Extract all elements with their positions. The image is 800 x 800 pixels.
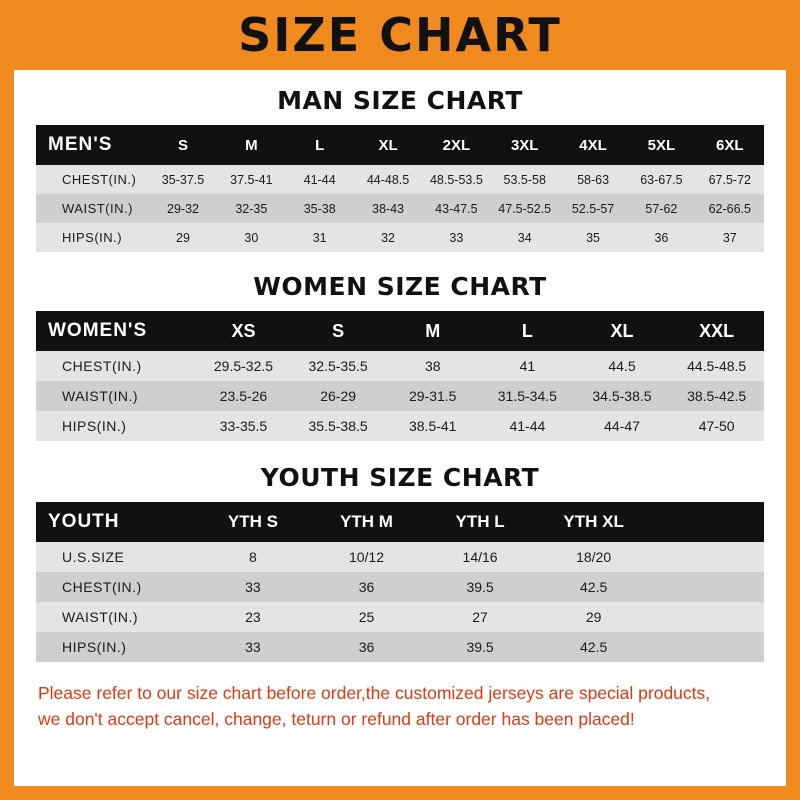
men-table-body [36, 165, 764, 252]
footer-note [14, 680, 786, 733]
youth-row-0-cell-3: 18/20 [537, 542, 651, 572]
men-row-2-cell-8: 37 [696, 223, 764, 252]
youth-row-0-cell-1: 10/12 [310, 542, 424, 572]
table-row [36, 381, 764, 411]
women-row-0-label: CHEST(IN.) [36, 351, 196, 381]
men-row-1-cell-7: 57-62 [627, 194, 695, 223]
men-col-2: L [286, 125, 354, 165]
youth-row-2-cell-0: 23 [196, 602, 310, 632]
youth-row-3-cell-4 [650, 632, 764, 662]
table-row [36, 602, 764, 632]
men-row-0-cell-7: 63-67.5 [627, 165, 695, 194]
men-row-0-cell-6: 58-63 [559, 165, 627, 194]
youth-row-1-label: CHEST(IN.) [36, 572, 196, 602]
men-row-0-label: CHEST(IN.) [36, 165, 149, 194]
youth-table-head [36, 502, 764, 542]
men-row-2-cell-3: 32 [354, 223, 422, 252]
youth-header-label: YOUTH [36, 502, 196, 542]
women-col-5: XXL [669, 311, 764, 351]
table-row [36, 194, 764, 223]
youth-row-0-cell-2: 14/16 [423, 542, 537, 572]
table-row [36, 165, 764, 194]
table-row [36, 542, 764, 572]
women-header-row [36, 311, 764, 351]
men-col-4: 2XL [422, 125, 490, 165]
youth-row-1-cell-4 [650, 572, 764, 602]
men-row-1-cell-5: 47.5-52.5 [491, 194, 559, 223]
men-col-3: XL [354, 125, 422, 165]
women-row-1-cell-4: 34.5-38.5 [575, 381, 670, 411]
table-row [36, 351, 764, 381]
women-row-2-label: HIPS(IN.) [36, 411, 196, 441]
men-row-2-cell-4: 33 [422, 223, 490, 252]
men-section-title: MAN SIZE CHART [277, 86, 523, 115]
youth-row-0-cell-0: 8 [196, 542, 310, 572]
table-row [36, 411, 764, 441]
men-row-2-cell-5: 34 [491, 223, 559, 252]
men-row-0-cell-0: 35-37.5 [149, 165, 217, 194]
youth-row-2-cell-4 [650, 602, 764, 632]
women-row-0-cell-1: 32.5-35.5 [291, 351, 386, 381]
youth-row-2-label: WAIST(IN.) [36, 602, 196, 632]
page-title: SIZE CHART [238, 8, 562, 62]
youth-size-table [36, 502, 764, 662]
table-row [36, 632, 764, 662]
table-row [36, 223, 764, 252]
youth-row-3-cell-2: 39.5 [423, 632, 537, 662]
men-row-1-cell-3: 38-43 [354, 194, 422, 223]
men-size-table [36, 125, 764, 252]
women-row-1-cell-5: 38.5-42.5 [669, 381, 764, 411]
men-row-1-cell-8: 62-66.5 [696, 194, 764, 223]
men-header-label: MEN'S [36, 125, 149, 165]
men-section [14, 86, 786, 252]
women-row-0-cell-0: 29.5-32.5 [196, 351, 291, 381]
footer-note-line-2: we don't accept cancel, change, teturn or refund after order has been placed! [38, 709, 635, 730]
header-band [0, 0, 800, 70]
men-row-2-label: HIPS(IN.) [36, 223, 149, 252]
women-row-2-cell-5: 47-50 [669, 411, 764, 441]
women-row-1-label: WAIST(IN.) [36, 381, 196, 411]
men-row-1-cell-1: 32-35 [217, 194, 285, 223]
men-header-row [36, 125, 764, 165]
youth-header-row [36, 502, 764, 542]
youth-row-2-cell-1: 25 [310, 602, 424, 632]
women-size-table [36, 311, 764, 441]
men-col-5: 3XL [491, 125, 559, 165]
men-row-1-label: WAIST(IN.) [36, 194, 149, 223]
men-row-0-cell-2: 41-44 [286, 165, 354, 194]
women-row-1-cell-3: 31.5-34.5 [480, 381, 575, 411]
youth-col-0: YTH S [196, 502, 310, 542]
women-col-2: M [385, 311, 480, 351]
men-col-6: 4XL [559, 125, 627, 165]
women-header-label: WOMEN'S [36, 311, 196, 351]
youth-row-3-cell-3: 42.5 [537, 632, 651, 662]
youth-col-4 [650, 502, 764, 542]
men-row-0-cell-8: 67.5-72 [696, 165, 764, 194]
women-row-0-cell-4: 44.5 [575, 351, 670, 381]
men-row-2-cell-1: 30 [217, 223, 285, 252]
men-row-0-cell-3: 44-48.5 [354, 165, 422, 194]
men-col-8: 6XL [696, 125, 764, 165]
women-row-0-cell-5: 44.5-48.5 [669, 351, 764, 381]
men-table-head [36, 125, 764, 165]
youth-row-2-cell-3: 29 [537, 602, 651, 632]
footer-note-line-1: Please refer to our size chart before order,the customized jerseys are special products, [38, 683, 711, 703]
women-row-0-cell-2: 38 [385, 351, 480, 381]
women-row-1-cell-0: 23.5-26 [196, 381, 291, 411]
men-row-0-cell-4: 48.5-53.5 [422, 165, 490, 194]
women-col-0: XS [196, 311, 291, 351]
youth-col-1: YTH M [310, 502, 424, 542]
men-row-1-cell-2: 35-38 [286, 194, 354, 223]
youth-row-3-cell-0: 33 [196, 632, 310, 662]
men-row-2-cell-7: 36 [627, 223, 695, 252]
men-row-0-cell-5: 53.5-58 [491, 165, 559, 194]
youth-row-3-cell-1: 36 [310, 632, 424, 662]
men-row-1-cell-6: 52.5-57 [559, 194, 627, 223]
women-row-2-cell-4: 44-47 [575, 411, 670, 441]
men-row-2-cell-6: 35 [559, 223, 627, 252]
women-row-2-cell-0: 33-35.5 [196, 411, 291, 441]
table-row [36, 572, 764, 602]
youth-row-0-label: U.S.SIZE [36, 542, 196, 572]
youth-table-body [36, 542, 764, 662]
women-col-4: XL [575, 311, 670, 351]
women-row-0-cell-3: 41 [480, 351, 575, 381]
men-col-0: S [149, 125, 217, 165]
men-row-2-cell-0: 29 [149, 223, 217, 252]
women-section [14, 272, 786, 441]
women-row-2-cell-3: 41-44 [480, 411, 575, 441]
youth-row-0-cell-4 [650, 542, 764, 572]
women-col-1: S [291, 311, 386, 351]
youth-row-1-cell-0: 33 [196, 572, 310, 602]
footer-band [0, 786, 800, 800]
men-row-0-cell-1: 37.5-41 [217, 165, 285, 194]
women-table-body [36, 351, 764, 441]
youth-section-title: YOUTH SIZE CHART [260, 463, 540, 492]
men-col-7: 5XL [627, 125, 695, 165]
youth-col-3: YTH XL [537, 502, 651, 542]
youth-row-1-cell-2: 39.5 [423, 572, 537, 602]
women-row-2-cell-1: 35.5-38.5 [291, 411, 386, 441]
women-row-2-cell-2: 38.5-41 [385, 411, 480, 441]
men-row-1-cell-0: 29-32 [149, 194, 217, 223]
men-row-1-cell-4: 43-47.5 [422, 194, 490, 223]
men-col-1: M [217, 125, 285, 165]
youth-row-1-cell-1: 36 [310, 572, 424, 602]
youth-section [14, 463, 786, 662]
women-row-1-cell-2: 29-31.5 [385, 381, 480, 411]
youth-col-2: YTH L [423, 502, 537, 542]
men-row-2-cell-2: 31 [286, 223, 354, 252]
youth-row-3-label: HIPS(IN.) [36, 632, 196, 662]
women-section-title: WOMEN SIZE CHART [253, 272, 547, 301]
youth-row-1-cell-3: 42.5 [537, 572, 651, 602]
women-row-1-cell-1: 26-29 [291, 381, 386, 411]
women-col-3: L [480, 311, 575, 351]
women-table-head [36, 311, 764, 351]
youth-row-2-cell-2: 27 [423, 602, 537, 632]
